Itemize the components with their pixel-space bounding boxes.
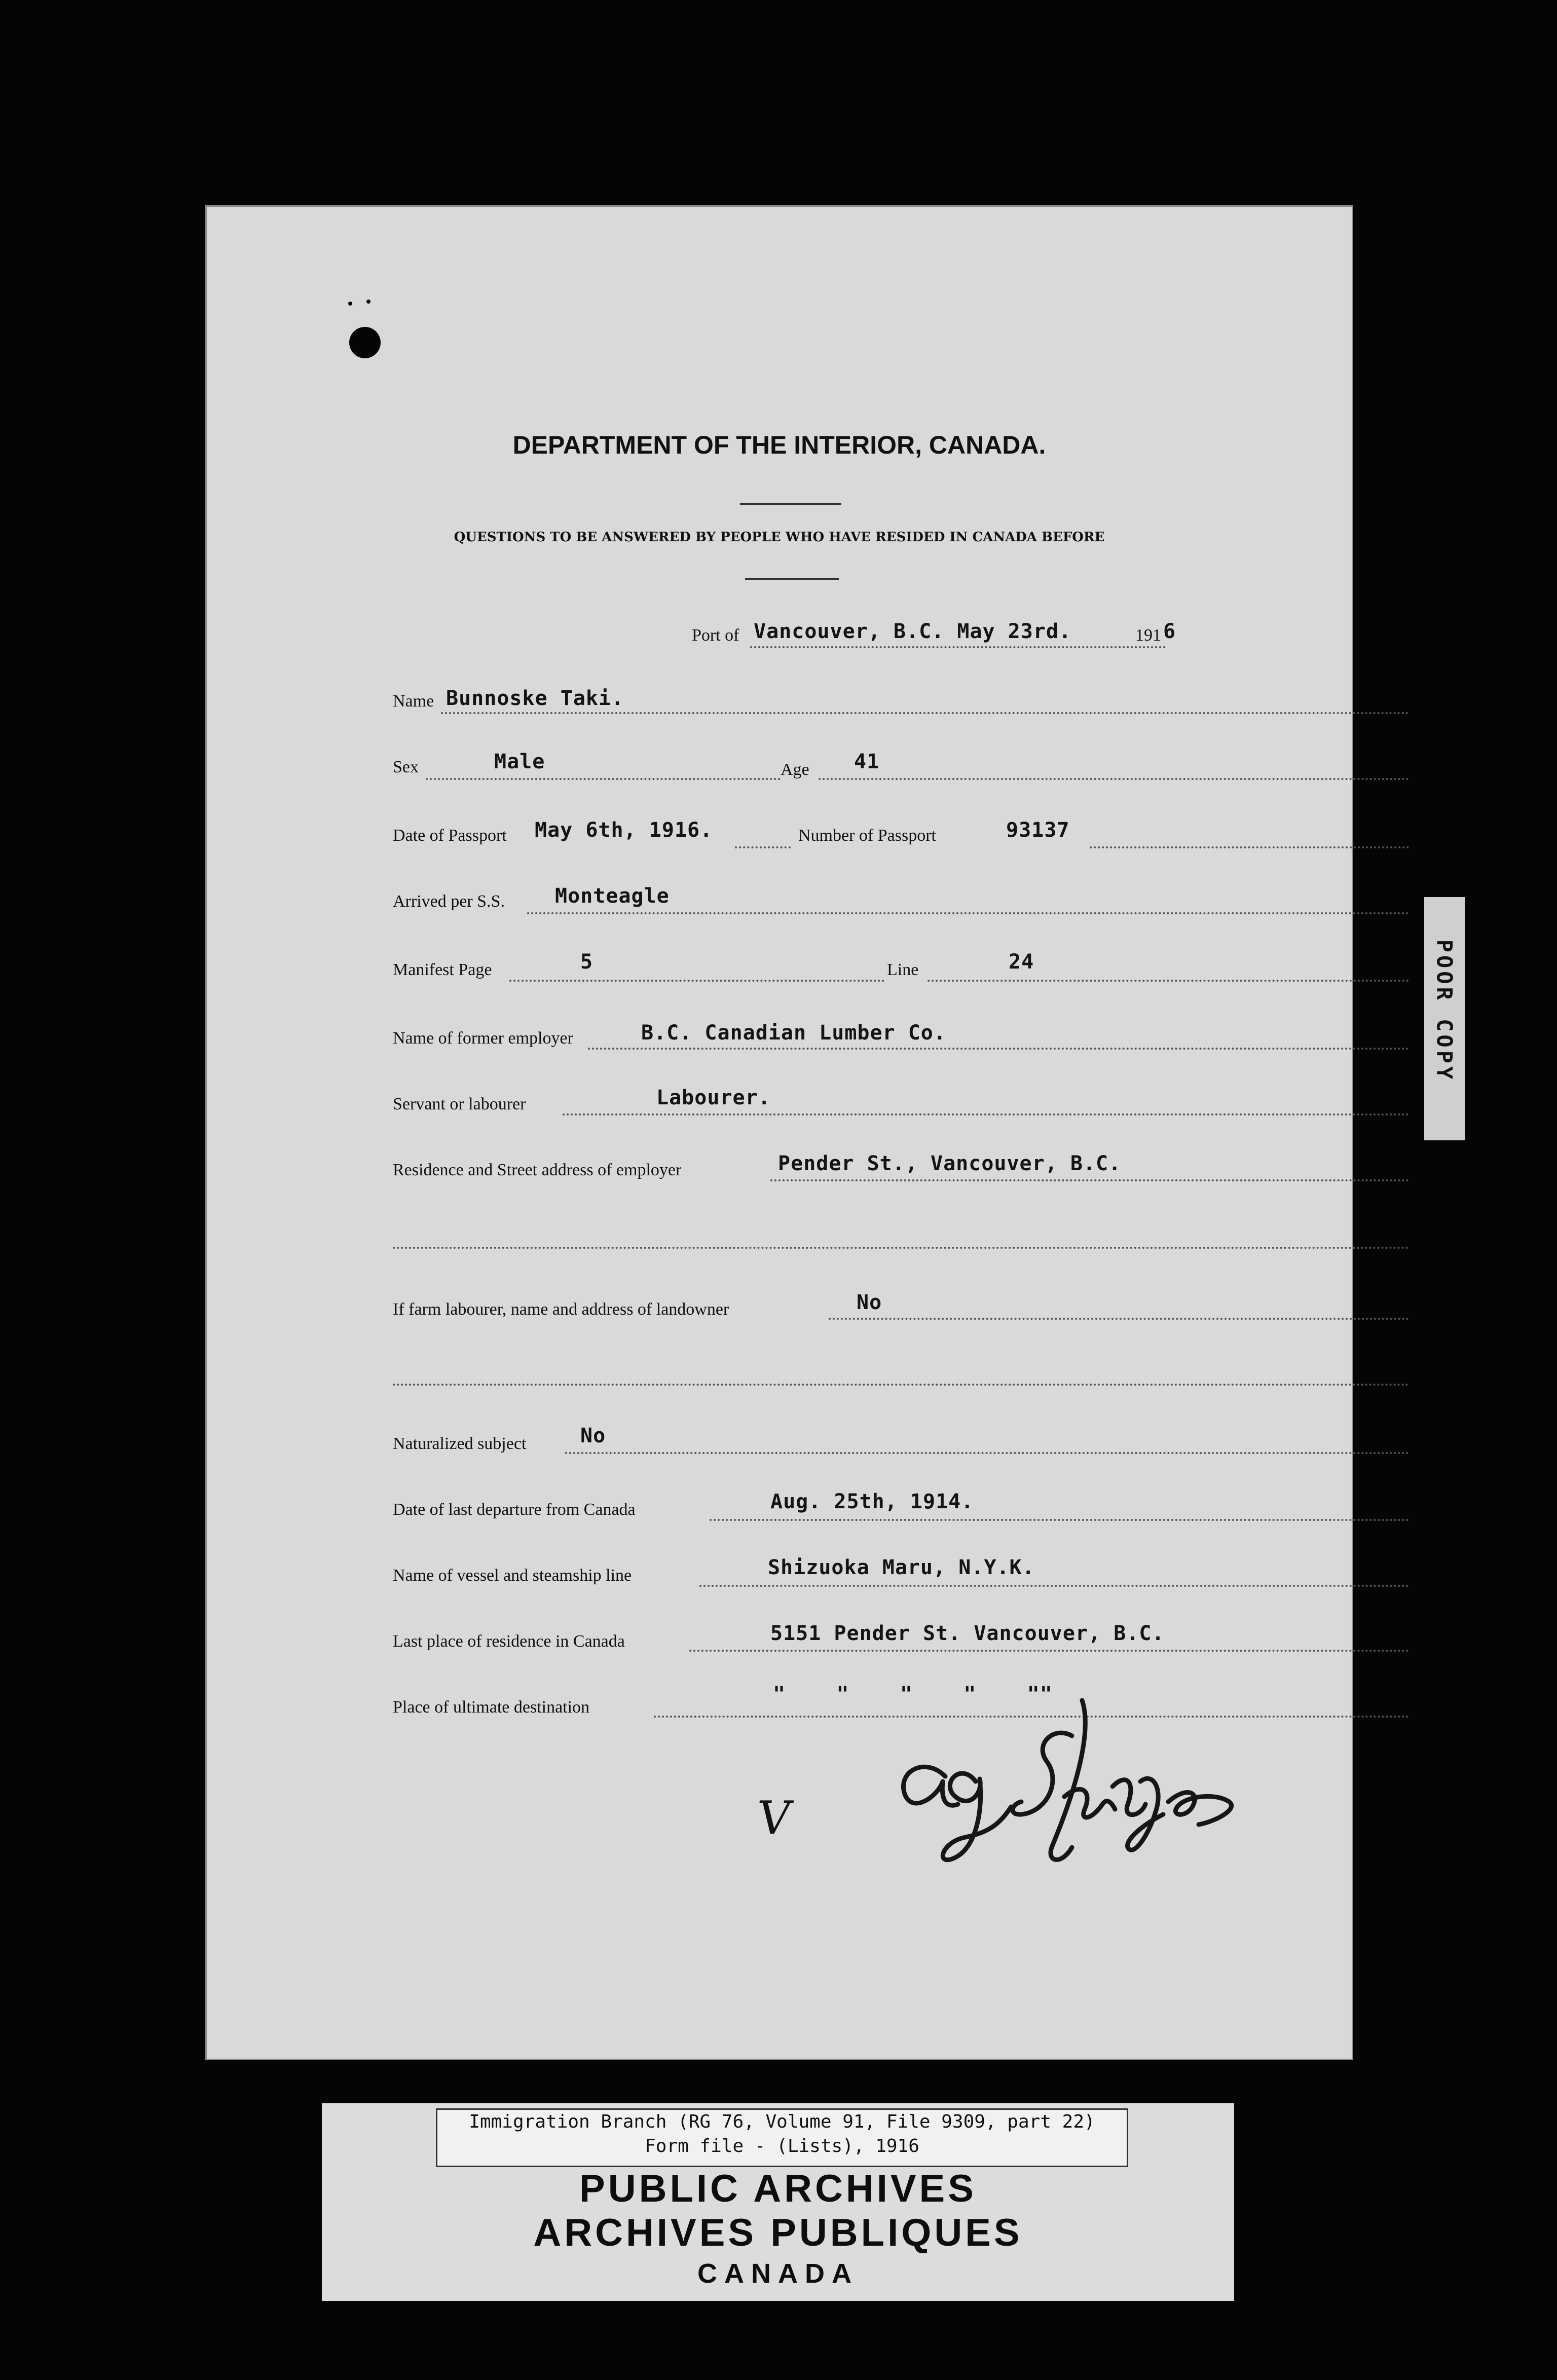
passport-date-label: Date of Passport xyxy=(393,826,507,845)
passport-date-dots xyxy=(735,846,791,848)
passport-number-value: 93137 xyxy=(1006,819,1070,842)
former-employer-value: B.C. Canadian Lumber Co. xyxy=(641,1021,946,1045)
former-employer-dots xyxy=(588,1048,1409,1050)
port-dots xyxy=(750,646,1166,648)
name-dots xyxy=(441,712,1409,714)
naturalized-label: Naturalized subject xyxy=(393,1434,527,1453)
sex-value: Male xyxy=(494,750,545,773)
year-label: 191 xyxy=(1135,626,1161,645)
sex-label: Sex xyxy=(393,758,419,776)
farm-value: No xyxy=(857,1291,882,1314)
archives-line-1: PUBLIC ARCHIVES xyxy=(579,2167,977,2210)
destination-value: " " " " "" xyxy=(773,1683,1053,1706)
manifest-label: Manifest Page xyxy=(393,960,492,979)
poor-copy-stamp xyxy=(1424,897,1465,1140)
checkmark: V xyxy=(754,1792,795,1845)
form-document xyxy=(205,205,1353,2060)
vessel-label: Name of vessel and steamship line xyxy=(393,1566,632,1585)
subtitle-rule xyxy=(745,578,839,580)
last-departure-dots xyxy=(710,1519,1409,1521)
name-label: Name xyxy=(393,692,434,711)
line-label: Line xyxy=(887,960,919,979)
destination-label: Place of ultimate destination xyxy=(393,1698,590,1717)
manifest-dots xyxy=(509,980,884,982)
farm-dots xyxy=(829,1318,1409,1320)
age-dots xyxy=(819,778,1409,780)
servant-label: Servant or labourer xyxy=(393,1095,526,1113)
arrived-dots xyxy=(527,912,1409,914)
name-value: Bunnoske Taki. xyxy=(446,687,624,710)
reference-line-1: Immigration Branch (RG 76, Volume 91, File 9309, part 22) xyxy=(469,2111,1095,2132)
employer-address-value: Pender St., Vancouver, B.C. xyxy=(778,1152,1122,1175)
line-value: 24 xyxy=(1009,950,1034,974)
title-rule xyxy=(740,503,841,505)
age-value: 41 xyxy=(854,750,880,773)
employer-address-label: Residence and Street address of employer xyxy=(393,1161,682,1179)
poor-copy-text: POOR COPY xyxy=(1432,939,1457,1083)
age-label: Age xyxy=(781,760,809,779)
archives-stamp xyxy=(322,2103,1234,2301)
line-dots xyxy=(928,980,1409,982)
vessel-value: Shizuoka Maru, N.Y.K. xyxy=(768,1556,1035,1579)
archives-line-3: CANADA xyxy=(697,2258,859,2289)
vessel-dots xyxy=(699,1585,1409,1587)
port-value: Vancouver, B.C. May 23rd. xyxy=(754,620,1072,643)
form-title: DEPARTMENT OF THE INTERIOR, CANADA. xyxy=(512,431,1046,459)
signature xyxy=(808,1695,1280,1888)
naturalized-value: No xyxy=(580,1424,606,1447)
servant-value: Labourer. xyxy=(656,1086,771,1109)
passport-date-value: May 6th, 1916. xyxy=(535,819,713,842)
employer-address-dots xyxy=(770,1179,1409,1181)
year-suffix: 6 xyxy=(1163,620,1176,643)
reference-line-2: Form file - (Lists), 1916 xyxy=(645,2136,919,2156)
servant-dots xyxy=(563,1113,1409,1115)
last-residence-dots xyxy=(689,1650,1409,1652)
last-departure-value: Aug. 25th, 1914. xyxy=(770,1490,974,1513)
last-departure-label: Date of last departure from Canada xyxy=(393,1500,636,1519)
form-subtitle: QUESTIONS TO BE ANSWERED BY PEOPLE WHO HAVE RESIDED IN CANADA BEFORE xyxy=(454,530,1105,545)
manifest-value: 5 xyxy=(580,950,594,974)
sex-dots xyxy=(426,778,781,780)
passport-number-dots xyxy=(1090,846,1409,848)
employer-address-dots-2 xyxy=(393,1247,1409,1249)
last-residence-value: 5151 Pender St. Vancouver, B.C. xyxy=(770,1622,1165,1645)
last-residence-label: Last place of residence in Canada xyxy=(393,1632,625,1651)
arrived-label: Arrived per S.S. xyxy=(393,892,505,911)
naturalized-dots xyxy=(565,1452,1409,1454)
punch-hole xyxy=(349,327,381,358)
reference-label xyxy=(436,2108,1128,2167)
punch-mark xyxy=(348,302,352,306)
arrived-value: Monteagle xyxy=(555,884,670,908)
archives-line-2: ARCHIVES PUBLIQUES xyxy=(533,2211,1023,2254)
passport-number-label: Number of Passport xyxy=(798,826,936,845)
farm-dots-2 xyxy=(393,1384,1409,1386)
punch-mark xyxy=(366,300,370,304)
former-employer-label: Name of former employer xyxy=(393,1029,573,1048)
port-label: Port of xyxy=(692,626,739,645)
farm-label: If farm labourer, name and address of landowner xyxy=(393,1300,729,1319)
